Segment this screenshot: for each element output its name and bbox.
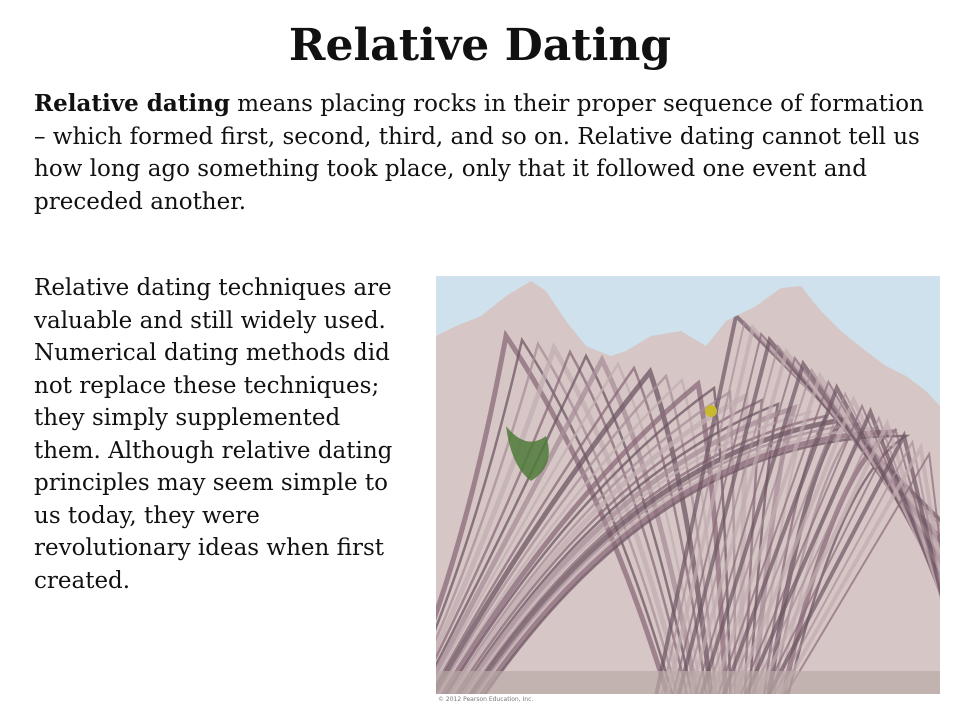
slide-title: Relative Dating [288, 20, 672, 71]
photo-credit: © 2012 Pearson Education, Inc. [438, 696, 534, 703]
yellow-flowers [705, 405, 717, 417]
side-paragraph: Relative dating techniques are valuable and still widely used. Numerical dating methods did not replace these techniques; they simply supplemented them. Although relative dating principles may seem simple to us today, they were revolutionary ideas when first created. [34, 275, 393, 594]
folded-rock-illustration [436, 276, 940, 694]
ground [436, 671, 940, 694]
intro-paragraph [34, 88, 934, 218]
intro-text: means placing rocks in their proper sequence of formation – which formed first, second, third, and so on. Relative dating cannot tell us how long ago something took place, only that it followed one event and preceded another. [34, 91, 924, 215]
folded-rock-photo [436, 276, 940, 694]
intro-term: Relative dating [34, 90, 230, 117]
